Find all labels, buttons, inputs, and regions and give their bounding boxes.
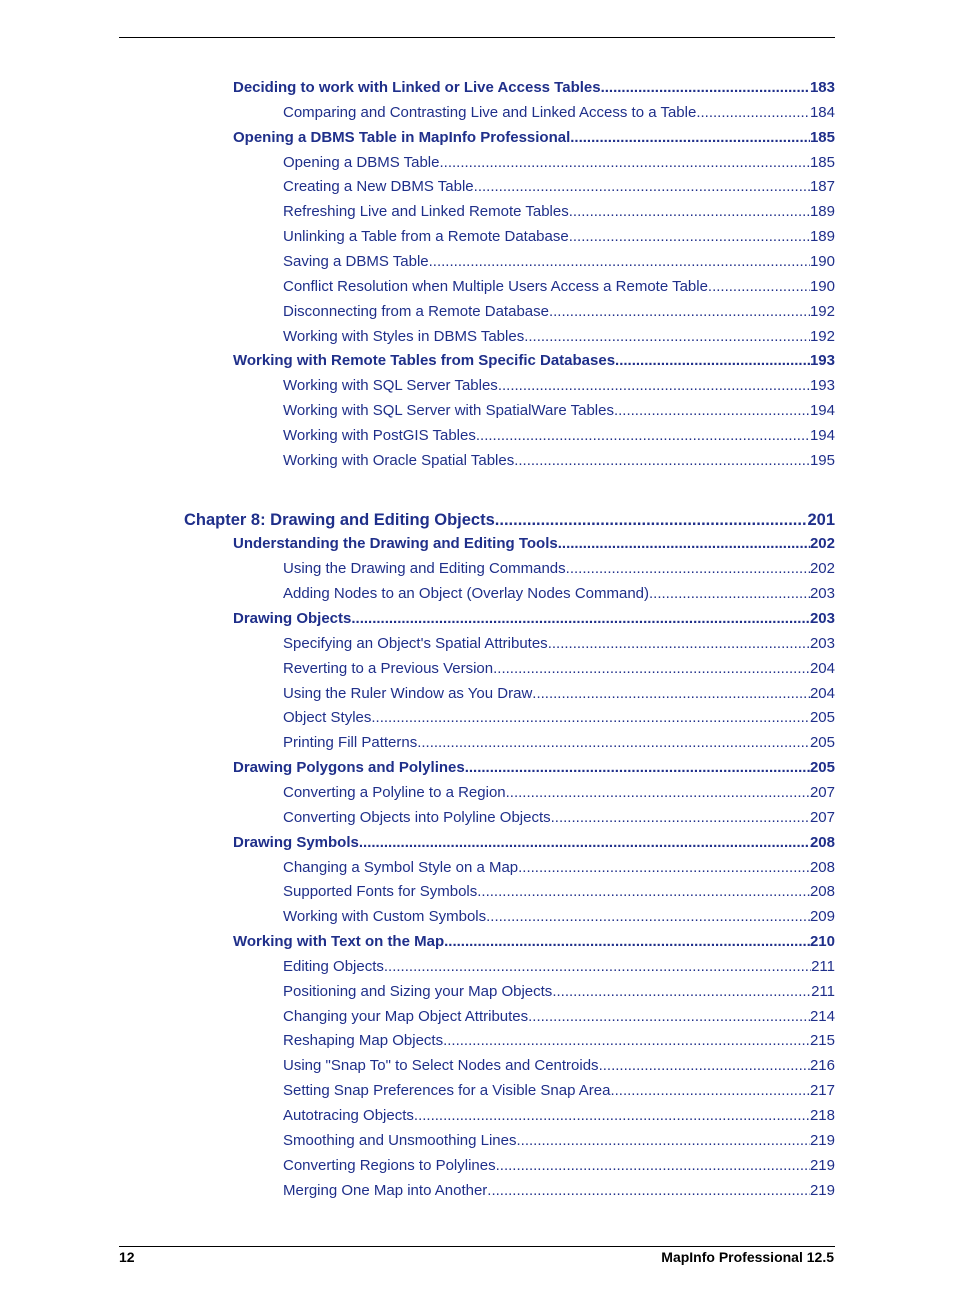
toc-entry-title: Disconnecting from a Remote Database [283,303,549,320]
toc-subsection-entry[interactable] [283,326,835,348]
toc-entry-page: 207 [809,784,835,801]
toc-subsection-entry[interactable] [283,375,835,397]
dot-leader [558,533,810,555]
toc-entry-page: 218 [809,1107,835,1124]
toc-entry-page: 204 [809,660,835,677]
toc-entry-title: Working with Custom Symbols [283,908,487,925]
product-name: MapInfo Professional 12.5 [661,1249,834,1265]
toc-subsection-entry[interactable] [283,176,835,198]
dot-leader [516,1130,809,1152]
toc-entry-page: 205 [809,734,835,751]
toc-entry-page: 185 [809,129,835,146]
toc-subsection-entry[interactable] [283,558,835,580]
toc-subsection-entry[interactable] [283,906,835,928]
toc-entry-page: 211 [811,958,835,975]
toc-entry-title: Changing a Symbol Style on a Map [283,859,519,876]
toc-entry-title: Comparing and Contrasting Live and Linked Access to a Table [283,104,697,121]
dot-leader [486,906,810,928]
toc-entry-page: 203 [809,585,835,602]
toc-subsection-entry[interactable] [283,707,835,729]
toc-entry-title: Editing Objects [283,958,384,975]
dot-leader [443,1030,810,1052]
toc-entry-title: Smoothing and Unsmoothing Lines [283,1132,517,1149]
toc-entry-title: Autotracing Objects [283,1107,414,1124]
dot-leader [551,807,810,829]
dot-leader [566,558,810,580]
toc-subsection-entry[interactable] [283,633,835,655]
toc-entry-page: 208 [809,834,835,851]
toc-subsection-entry[interactable] [283,658,835,680]
page-number: 12 [119,1249,135,1265]
toc-entry-title: Saving a DBMS Table [283,253,429,270]
toc-entry-page: 211 [811,983,835,1000]
toc-subsection-entry[interactable] [283,583,835,605]
dot-leader [518,857,810,879]
toc-subsection-entry[interactable] [283,301,835,323]
toc-entry-title: Converting Objects into Polyline Objects [283,809,551,826]
toc-entry-page: 203 [809,635,835,652]
toc-entry-title: Setting Snap Preferences for a Visible Snap Area [283,1082,611,1099]
dot-leader [465,757,810,779]
dot-leader [351,608,810,630]
dot-leader [696,102,810,124]
dot-leader [614,400,810,422]
dot-leader [371,707,810,729]
toc-subsection-entry[interactable] [283,425,835,447]
toc-section-entry[interactable] [233,350,835,372]
toc-entry-page: 209 [809,908,835,925]
dot-leader [429,251,810,273]
toc-entry-page: 193 [809,352,835,369]
toc-entry-page: 185 [809,154,835,171]
toc-entry-page: 192 [809,303,835,320]
dot-leader [532,683,810,705]
toc-entry-title: Using the Ruler Window as You Draw [283,685,533,702]
toc-entry-title: Working with Text on the Map [233,933,445,950]
toc-subsection-entry[interactable] [283,683,835,705]
toc-entry-title: Opening a DBMS Table in MapInfo Professional [233,129,571,146]
toc-subsection-entry[interactable] [283,1105,835,1127]
dot-leader [493,658,810,680]
toc-subsection-entry[interactable] [283,857,835,879]
toc-entry-page: 190 [809,253,835,270]
toc-subsection-entry[interactable] [283,201,835,223]
toc-entry-page: 184 [809,104,835,121]
toc-entry-title: Drawing Polygons and Polylines [233,759,465,776]
toc-entry-page: 201 [807,511,835,529]
dot-leader [477,881,810,903]
toc-subsection-entry[interactable] [283,1080,835,1102]
footer-rule [119,1246,835,1247]
toc-subsection-entry[interactable] [283,732,835,754]
toc-entry-page: 194 [809,402,835,419]
dot-leader [414,1105,810,1127]
toc-entry-title: Working with SQL Server with SpatialWare Tables [283,402,614,419]
toc-subsection-entry[interactable] [283,1180,835,1202]
dot-leader [569,201,810,223]
toc-subsection-entry[interactable] [283,782,835,804]
toc-entry-page: 219 [809,1132,835,1149]
toc-entry-page: 204 [809,685,835,702]
toc-entry-page: 205 [809,759,835,776]
toc-entry-title: Refreshing Live and Linked Remote Tables [283,203,569,220]
toc-entry-title: Converting Regions to Polylines [283,1157,496,1174]
toc-entry-title: Reshaping Map Objects [283,1032,444,1049]
dot-leader [439,152,809,174]
toc-entry-page: 216 [809,1057,835,1074]
dot-leader [601,77,810,99]
toc-entry-title: Understanding the Drawing and Editing Tools [233,535,558,552]
toc-section-entry[interactable] [233,533,835,555]
toc-entry-title: Drawing Symbols [233,834,359,851]
toc-subsection-entry[interactable] [283,1155,835,1177]
dot-leader [474,176,810,198]
toc-entry-page: 195 [809,452,835,469]
toc-section-entry[interactable] [233,931,835,953]
toc-entry-page: 214 [809,1008,835,1025]
toc-section-entry[interactable] [233,127,835,149]
toc-subsection-entry[interactable] [283,450,835,472]
dot-leader [552,981,811,1003]
toc-entry-title: Working with Oracle Spatial Tables [283,452,515,469]
toc-entry-title: Changing your Map Object Attributes [283,1008,529,1025]
toc-entry-title: Deciding to work with Linked or Live Access Tables [233,79,601,96]
toc-entry-title: Working with SQL Server Tables [283,377,498,394]
dot-leader [528,1006,810,1028]
toc-entry-title: Printing Fill Patterns [283,734,418,751]
dot-leader [496,1155,810,1177]
toc-subsection-entry[interactable] [283,276,835,298]
toc-entry-title: Supported Fonts for Symbols [283,883,478,900]
toc-entry-title: Adding Nodes to an Object (Overlay Nodes Command) [283,585,650,602]
toc-entry-title: Converting a Polyline to a Region [283,784,506,801]
toc-entry-page: 219 [809,1157,835,1174]
toc-subsection-entry[interactable] [283,102,835,124]
toc-entry-page: 189 [809,228,835,245]
toc-section-entry[interactable] [233,608,835,630]
toc-entry-title: Drawing Objects [233,610,352,627]
dot-leader [570,127,810,149]
toc-entry-page: 203 [809,610,835,627]
dot-leader [495,509,808,531]
toc-chapter-entry[interactable] [184,509,835,531]
toc-entry-page: 205 [809,709,835,726]
toc-entry-title: Unlinking a Table from a Remote Database [283,228,569,245]
toc-section-entry[interactable] [233,77,835,99]
dot-leader [615,350,810,372]
dot-leader [514,450,810,472]
dot-leader [548,633,810,655]
dot-leader [649,583,810,605]
toc-entry-page: 219 [809,1182,835,1199]
dot-leader [444,931,810,953]
toc-entry-page: 208 [809,859,835,876]
toc-entry-title: Positioning and Sizing your Map Objects [283,983,553,1000]
toc-entry-title: Conflict Resolution when Multiple Users Access a Remote Table [283,278,708,295]
toc-entry-title: Working with PostGIS Tables [283,427,476,444]
toc-entry-page: 208 [809,883,835,900]
toc-subsection-entry[interactable] [283,226,835,248]
toc-entry-title: Specifying an Object's Spatial Attributes [283,635,548,652]
dot-leader [610,1080,810,1102]
dot-leader [569,226,810,248]
toc-subsection-entry[interactable] [283,981,835,1003]
toc-entry-page: 217 [809,1082,835,1099]
dot-leader [506,782,810,804]
toc-subsection-entry[interactable] [283,1055,835,1077]
toc-subsection-entry[interactable] [283,400,835,422]
dot-leader [549,301,810,323]
toc-subsection-entry[interactable] [283,881,835,903]
toc-subsection-entry[interactable] [283,807,835,829]
toc-subsection-entry[interactable] [283,152,835,174]
toc-entry-page: 193 [809,377,835,394]
toc-entry-page: 187 [809,178,835,195]
toc-entry-title: Chapter 8: Drawing and Editing Objects [184,511,495,529]
toc-entry-page: 207 [809,809,835,826]
dot-leader [708,276,810,298]
toc-section-entry[interactable] [233,832,835,854]
toc-subsection-entry[interactable] [283,1006,835,1028]
toc-entry-page: 189 [809,203,835,220]
toc-entry-title: Using the Drawing and Editing Commands [283,560,566,577]
toc-entry-page: 192 [809,328,835,345]
toc-section-entry[interactable] [233,757,835,779]
dot-leader [476,425,810,447]
toc-entry-page: 210 [809,933,835,950]
toc-entry-title: Opening a DBMS Table [283,154,440,171]
dot-leader [599,1055,810,1077]
toc-subsection-entry[interactable] [283,1030,835,1052]
toc-entry-page: 194 [809,427,835,444]
dot-leader [359,832,810,854]
toc-entry-page: 202 [809,560,835,577]
toc-entry-page: 183 [809,79,835,96]
toc-entry-title: Working with Remote Tables from Specific Databases [233,352,616,369]
toc-entry-title: Object Styles [283,709,372,726]
toc-entry-title: Creating a New DBMS Table [283,178,474,195]
toc-subsection-entry[interactable] [283,1130,835,1152]
dot-leader [524,326,810,348]
toc-entry-title: Reverting to a Previous Version [283,660,494,677]
toc-entry-page: 190 [809,278,835,295]
dot-leader [384,956,811,978]
dot-leader [498,375,810,397]
dot-leader [417,732,810,754]
toc-entry-title: Working with Styles in DBMS Tables [283,328,525,345]
toc-entry-title: Merging One Map into Another [283,1182,488,1199]
dot-leader [487,1180,810,1202]
toc-entry-page: 215 [809,1032,835,1049]
toc-entry-page: 202 [809,535,835,552]
toc-entry-title: Using "Snap To" to Select Nodes and Centroids [283,1057,599,1074]
toc-subsection-entry[interactable] [283,251,835,273]
toc-subsection-entry[interactable] [283,956,835,978]
